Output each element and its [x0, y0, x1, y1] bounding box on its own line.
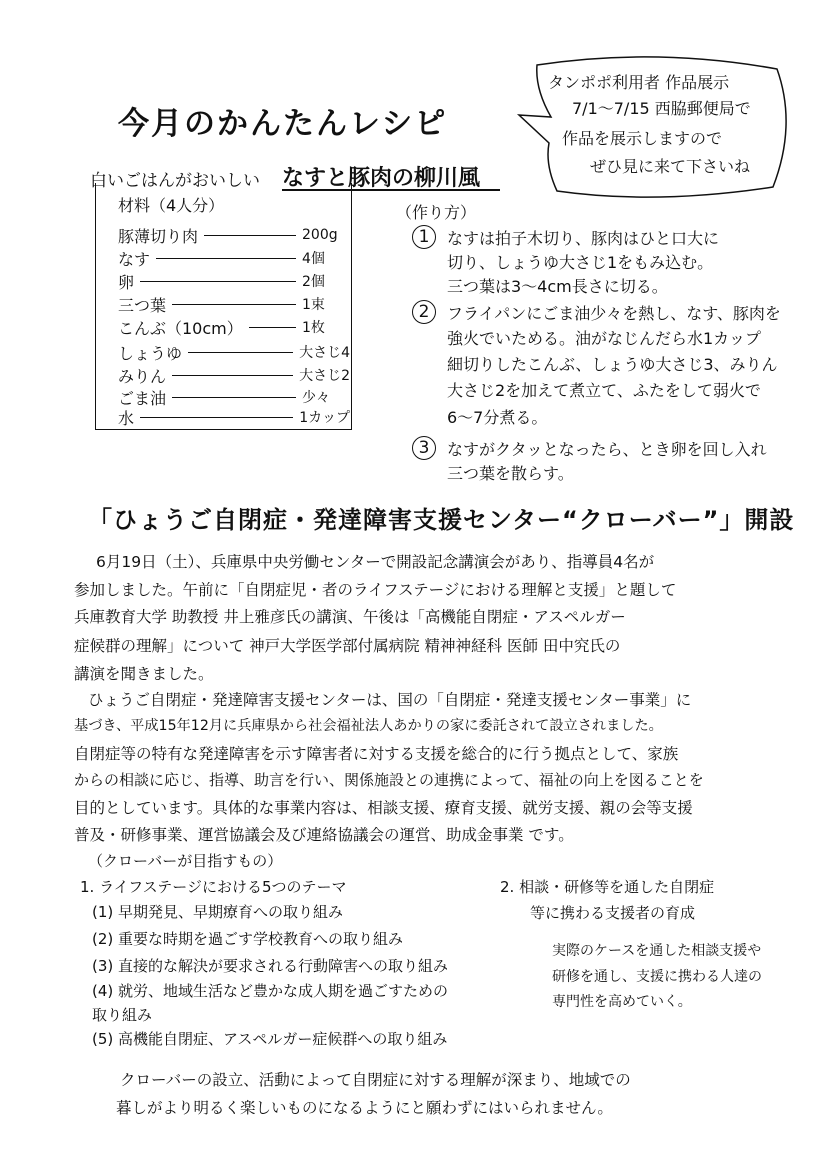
goals-heading: （クローバーが目指すもの） [88, 852, 283, 870]
goal1-item: (1) 早期発見、早期療育への取り組み [92, 903, 344, 921]
goal1-item: (4) 就労、地域生活など豊かな成人期を過ごすための [92, 982, 449, 1000]
goal2-description: 研修を通し、支援に携わる人達の [552, 969, 762, 985]
paragraph-line: 症候群の理解」について 神戸大学医学部付属病院 精神神経科 医師 田中究氏の [74, 637, 621, 655]
ingredient-row [118, 364, 350, 386]
step-line: なすがクタッとなったら、とき卵を回し入れ [447, 440, 767, 459]
step-line: 切り、しょうゆ大さじ1をもみ込む。 [447, 253, 714, 272]
leader-line [172, 375, 293, 376]
goal1-title: 1. ライフステージにおける5つのテーマ [80, 878, 347, 896]
paragraph-line: 講演を聞きました。 [74, 665, 214, 683]
ingredient-amount: 1カップ [299, 410, 350, 426]
goal2-title: 等に携わる支援者の育成 [530, 904, 696, 922]
ingredient-amount: 1枚 [302, 320, 325, 336]
article-title: 「ひょうご自閉症・発達障害支援センター“クローバー”」開設 [88, 506, 795, 534]
ingredient-row [118, 247, 350, 269]
ingredient-row [118, 341, 350, 363]
ingredient-amount: 200g [302, 227, 338, 243]
ingredient-row [118, 406, 350, 428]
step-line: なすは拍子木切り、豚肉はひと口大に [447, 229, 720, 248]
dish-name: なすと豚肉の柳川風 [282, 166, 481, 191]
notice-line: 7/1〜7/15 西脇郵便局で [572, 99, 751, 118]
ingredient-amount: 大さじ2 [299, 368, 350, 384]
goal1-item: (2) 重要な時期を過ごす学校教育への取り組み [92, 930, 404, 948]
notice-line: ぜひ見に来て下さいね [590, 157, 751, 176]
ingredient-amount: 1束 [302, 297, 325, 313]
ingredient-row [118, 386, 350, 408]
ingredient-row [118, 293, 350, 315]
ingredient-name: みりん [118, 366, 167, 386]
step-line: 強火でいためる。油がなじんだら水1カップ [447, 329, 762, 348]
step-line: 6〜7分煮る。 [447, 408, 548, 427]
paragraph-line: 参加しました。午前に「自閉症児・者のライフステージにおける理解と支援」と題して [74, 581, 677, 599]
paragraph-line: 自閉症等の特有な発達障害を示す障害者に対する支援を総合的に行う拠点として、家族 [74, 745, 679, 763]
notice-line: タンポポ利用者 作品展示 [548, 73, 730, 92]
step-line: 細切りしたこんぶ、しょうゆ大さじ3、みりん [447, 355, 778, 374]
step-line: 三つ葉を散らす。 [447, 464, 574, 483]
step-number: 3 [412, 436, 436, 460]
ingredient-row [118, 316, 350, 338]
closing-line: クローバーの設立、活動によって自閉症に対する理解が深まり、地域での [120, 1071, 631, 1089]
step-line: フライパンにごま油少々を熱し、なす、豚肉を [447, 304, 781, 323]
leader-line [204, 235, 296, 236]
leader-line [172, 397, 296, 398]
goal2-title: 2. 相談・研修等を通した自閉症 [500, 878, 715, 896]
paragraph-line: ひょうご自閉症・発達障害支援センターは、国の「自閉症・発達支援センター事業」に [88, 691, 692, 709]
ingredient-amount: 少々 [302, 390, 330, 406]
recipe-subtitle: 白いごはんがおいしい [90, 171, 260, 191]
goal1-item: 取り組み [92, 1006, 153, 1024]
paragraph-line: 基づき、平成15年12月に兵庫県から社会福祉法人あかりの家に委託されて設立されました。 [74, 718, 663, 734]
ingredient-row [118, 270, 350, 292]
goal1-item: (5) 高機能自閉症、アスペルガー症候群への取り組み [92, 1030, 448, 1048]
ingredient-amount: 2個 [302, 274, 325, 290]
step-line: 三つ葉は3〜4cm長さに切る。 [447, 277, 668, 296]
ingredient-name: こんぶ（10cm） [118, 318, 243, 338]
leader-line [172, 304, 296, 305]
ingredient-name: ごま油 [118, 388, 167, 408]
ingredient-amount: 4個 [302, 251, 325, 267]
leader-line [140, 417, 293, 418]
ingredient-row [118, 224, 350, 246]
step-line: 大さじ2を加えて煮立て、ふたをして弱火で [447, 381, 761, 400]
step-number: 2 [412, 300, 436, 324]
recipe-title: 今月のかんたんレシピ [118, 106, 448, 142]
ingredient-amount: 大さじ4 [299, 345, 350, 361]
paragraph-line: 6月19日（土）、兵庫県中央労働センターで開設記念講演会があり、指導員4名が [96, 553, 655, 571]
ingredients-title: 材料（4人分） [118, 196, 225, 215]
ingredient-name: 三つ葉 [118, 295, 167, 315]
leader-line [249, 327, 296, 328]
ingredient-name: 水 [118, 408, 135, 428]
paragraph-line: 兵庫教育大学 助教授 井上雅彦氏の講演、午後は「高機能自閉症・アスペルガー [74, 608, 626, 626]
ingredient-name: 豚薄切り肉 [118, 226, 199, 246]
goal2-description: 実際のケースを通した相談支援や [552, 943, 762, 959]
paragraph-line: からの相談に応じ、指導、助言を行い、関係施設との連携によって、福祉の向上を図ることを [74, 771, 704, 789]
paragraph-line: 目的としています。具体的な事業内容は、相談支援、療育支援、就労支援、親の会等支援 [74, 799, 693, 817]
notice-line: 作品を展示しますので [562, 129, 723, 148]
ingredient-name: しょうゆ [118, 343, 183, 363]
goal2-description: 専門性を高めていく。 [552, 994, 692, 1010]
ingredient-name: なす [118, 249, 151, 269]
leader-line [140, 281, 296, 282]
ingredient-name: 卵 [118, 272, 135, 292]
leader-line [156, 258, 296, 259]
step-number: 1 [412, 225, 436, 249]
leader-line [188, 352, 293, 353]
goal1-item: (3) 直接的な解決が要求される行動障害への取り組み [92, 957, 449, 975]
closing-line: 暮しがより明るく楽しいものになるようにと願わずにはいられません。 [116, 1099, 613, 1117]
method-label: （作り方） [396, 203, 477, 222]
paragraph-line: 普及・研修事業、運営協議会及び連絡協議会の運営、助成金事業 です。 [74, 826, 574, 844]
